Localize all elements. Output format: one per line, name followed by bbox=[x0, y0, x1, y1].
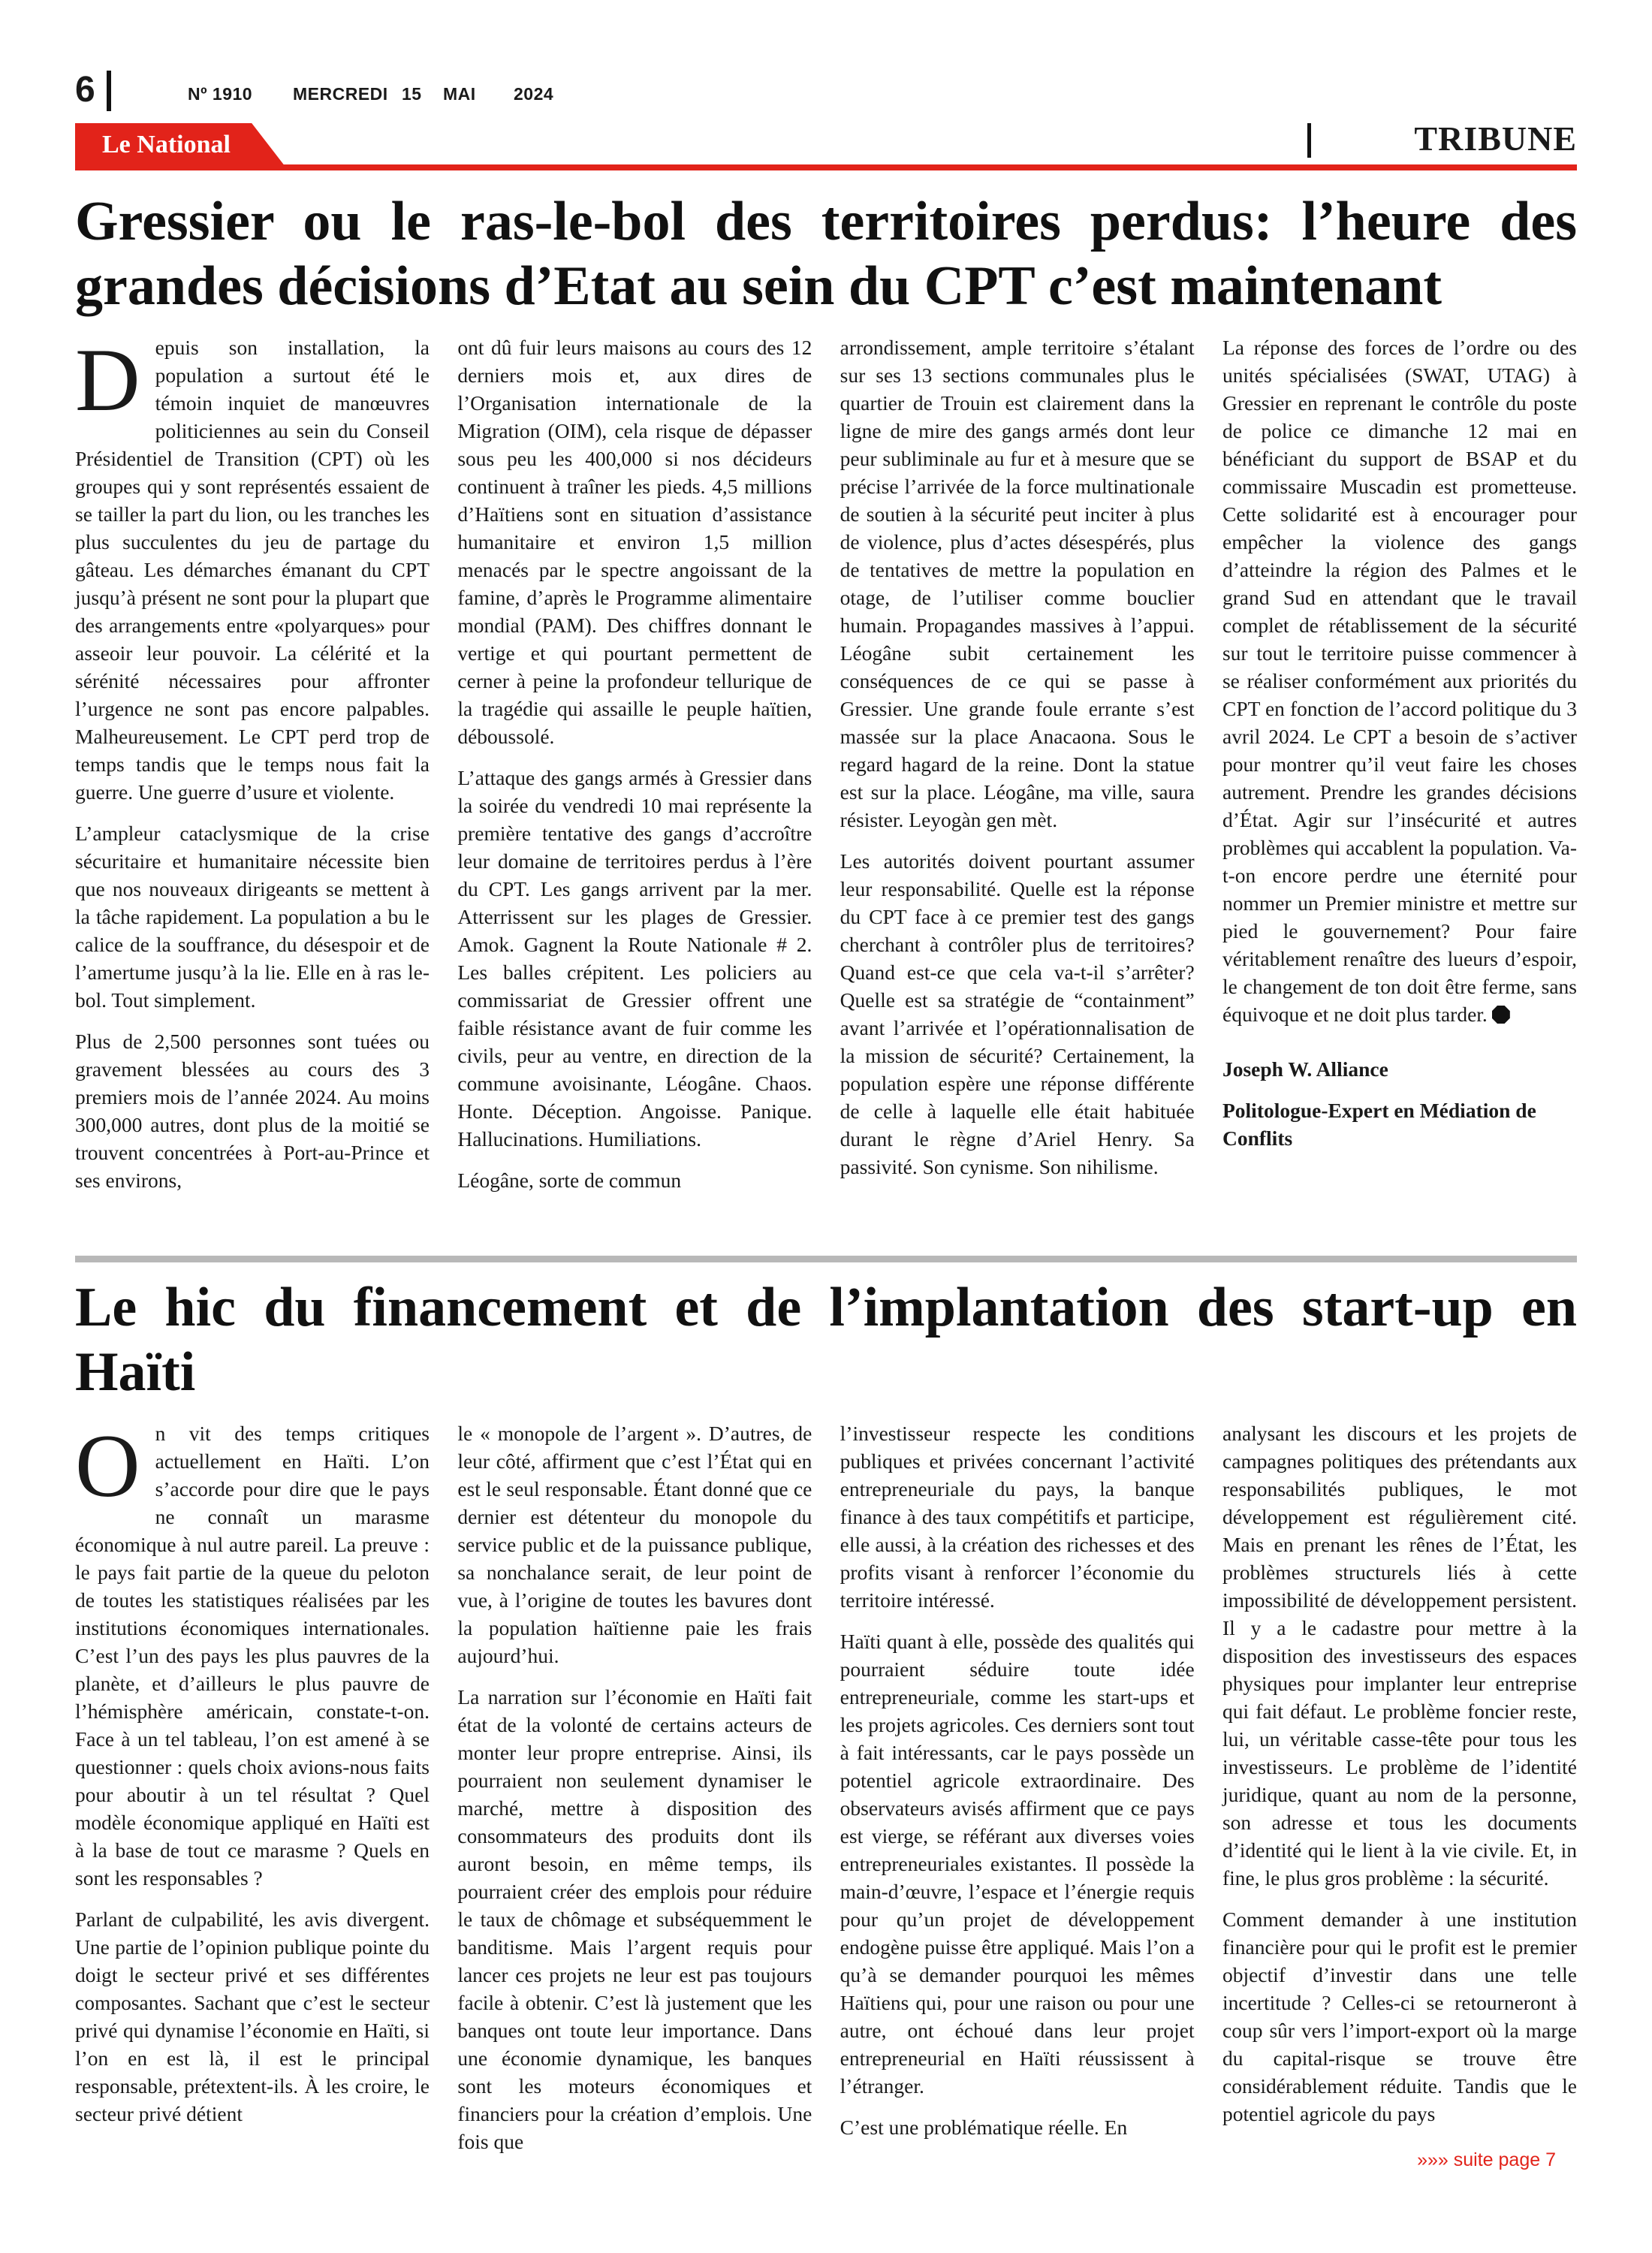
paragraph: analysant les discours et les projets de campagnes politiques des prétendants aux responsabilités publiques, le mot développement est régulièrement cité. Mais en prenant les rênes de l’État, les problèmes structurels liés à cette impossibilité de développement persistent. Il y a le cadastre pour mettre à la disposition des investisseurs des espaces physiques pour implanter leur entreprise qui fait défaut. Le problème foncier reste, lui, un véritable casse-tête pour tous les investisseurs. Le problème de l’identité juridique, quant au nom de la personne, son adresse et tous les documents d’identité qui le lient à la vie civile. Et, in fine, le plus gros problème : la sécurité. bbox=[1222, 1422, 1577, 1890]
paragraph: Les autorités doivent pourtant assumer leur responsabilité. Quelle est la réponse du CPT face à ce premier test des gangs cherchant à contrôler plus de territoires? Quand est-ce que cela va-t-il s’arrêter? Quelle est sa stratégie de “containment” avant l’arrivée et l’opérationnalisation de la mission de sécurité? Certainement, la population espère une réponse différente de celle à laquelle elle était habituée durant le règne d’Ariel Henry. Sa passivité. Son cynisme. Son nihilisme. bbox=[840, 849, 1195, 1178]
paragraph: Parlant de culpabilité, les avis divergent. Une partie de l’opinion publique pointe du doigt le secteur privé et ses différentes composantes. Sachant que c’est le secteur privé qui dynamise l’économie en Haïti, si l’on en est là, il est le principal responsable, prétextent-ils. À les croire, le secteur privé détient bbox=[75, 1908, 430, 2125]
article1-column-3 bbox=[840, 333, 1195, 1208]
article1-body bbox=[75, 330, 1577, 1208]
section-title: TRIBUNE bbox=[1414, 119, 1577, 158]
article1-column-2 bbox=[457, 333, 812, 1208]
paragraph: Plus de 2,500 personnes sont tuées ou gravement blessées au cours des 3 premiers mois de l’année 2024. Au moins 300,000 autres, dont plus de la moitié se trouvent concentrées à Port-au-Prince et ses environs, bbox=[75, 1030, 430, 1192]
article1-column-1 bbox=[75, 330, 430, 1208]
header-divider bbox=[107, 71, 111, 111]
date-month: MAI bbox=[443, 84, 476, 104]
paragraph: La réponse des forces de l’ordre ou des unités spécialisées (SWAT, UTAG) à Gressier en reprenant le contrôle du poste de police ce dimanche 12 mai en bénéficiant du support de BSAP et du commissaire Muscadin est prometteuse. Cette solidarité est à encourager pour empêcher la violence des gangs d’atteindre la région des Palmes et le grand Sud en attendant que le travail complet de rétablissement de la sécurité sur tout le territoire puisse commencer à se réaliser conformément aux priorités du CPT en fonction de l’accord politique du 3 avril 2024. Le CPT a besoin de s’activer pour montrer qu’il veut faire les choses autrement. Prendre les grandes décisions d’État. Agir sur l’insécurité et autres problèmes qui accablent la population. Va-t-on encore perdre une éternité pour nommer un Premier ministre et mettre sur pied le gouvernement? Pour faire véritablement renaître des lueurs d’espoir, le changement de ton doit être ferme, sans équivoque et ne doit plus tarder. bbox=[1222, 336, 1577, 1026]
article2-headline: Le hic du financement et de l’implantation des start-up en Haïti bbox=[75, 1277, 1577, 1403]
article2-column-4 bbox=[1222, 1419, 1577, 2169]
end-mark-icon bbox=[1492, 1006, 1510, 1024]
paragraph: arrondissement, ample territoire s’étalant sur ses 13 sections communales plus le quartier de Trouin est clairement dans la ligne de mire des gangs armés dont leur peur subliminale au fur et à mesure que se précise l’arrivée de la force multinationale de soutien à la sécurité peut inciter à plus de violence, plus d’actes désespérés, plus de tentatives de mettre la population en otage, de l’utiliser comme bouclier humain. Propagandes massives à l’appui. Léogâne subit certainement les conséquences de ce qui se passe à Gressier. Une grande foule errante s’est massée sur la place Anacaona. Sous le regard hagard de la reine. Dont la statue est sur la place. Léogâne, ma ville, saura résister. Leyogàn gen mèt. bbox=[840, 336, 1195, 831]
article1-headline: Gressier ou le ras-le-bol des territoires perdus: l’heure des grandes décisions d’Etat au sein du CPT c’est maintenant bbox=[75, 191, 1577, 317]
page-number: 6 bbox=[75, 70, 95, 110]
header-red-rule bbox=[75, 164, 1577, 170]
author-name: Joseph W. Alliance bbox=[1222, 1057, 1388, 1081]
paragraph: L’attaque des gangs armés à Gressier dans la soirée du vendredi 10 mai représente la première tentative des gangs d’accroître leur domaine de territoires perdus à l’ère du CPT. Les gangs arrivent par la mer. Atterrissent sur les plages de Gressier. Amok. Gagnent la Route Nationale # 2. Les balles crépitent. Les policiers au commissariat de Gressier offrent une faible résistance avant de fuir comme les civils, peur au ventre, en direction de la commune avoisinante, Léogâne. Chaos. Honte. Déception. Angoisse. Panique. Hallucinations. Humiliations. bbox=[457, 766, 812, 1151]
paragraph: On vit des temps critiques actuellement en Haïti. L’on s’accorde pour dire que le pays ne connaît un marasme économique à nul autre pareil. La preuve : le pays fait partie de la queue du peloton de toutes les statistiques réalisées par les institutions économiques internationales. C’est l’un des pays les plus pauvres de la planète, et d’ailleurs le plus pauvre de l’hémisphère américain, constate-t-on. Face à un tel tableau, l’on est amené à se questionner : quels choix avions-nous faits pour aboutir à un tel résultat ? Quel modèle économique appliqué en Haïti est à la base de tout ce marasme ? Quels en sont les responsables ? bbox=[75, 1416, 430, 1890]
paragraph: C’est une problématique réelle. En bbox=[840, 2116, 1128, 2139]
paragraph: le « monopole de l’argent ». D’autres, de leur côté, affirment que c’est l’État qui en est le seul responsable. Étant donné que ce dernier est détenteur du monopole du service public et de la puissance publique, sa nonchalance serait, de leur point de vue, à l’origine de toutes les bavures dont la population haïtienne paie les frais aujourd’hui. bbox=[457, 1422, 812, 1667]
date-day: 15 bbox=[402, 84, 422, 104]
paragraph: ont dû fuir leurs maisons au cours des 12 derniers mois et, aux dires de l’Organisation internationale de la Migration (OIM), cela risque de dépasser sous peu les 400,000 si nos décideurs continuent à traîner les pieds. 4,5 millions d’Haïtiens sont en situation d’assistance humanitaire et environ 1,5 million menacés par le spectre angoissant de la famine, d’après le Programme alimentaire mondial (PAM). Des chiffres donnant le vertige et qui pourtant permettent de cerner à peine la profondeur tellurique de la tragédie qui assaille le peuple haïtien, déboussolé. bbox=[457, 336, 812, 748]
section-divider bbox=[1307, 123, 1311, 158]
date-year: 2024 bbox=[514, 84, 554, 104]
paragraph: Comment demander à une institution financière pour qui le profit est le premier objectif d’investir dans une telle incertitude ? Celles-ci se retourneront à coup sûr vers l’import-export où la marge du capital-risque se trouve être considérablement réduite. Tandis que le potentiel agricole du pays bbox=[1222, 1908, 1577, 2125]
paragraph: L’ampleur cataclysmique de la crise sécuritaire et humanitaire nécessite bien que nos nouveaux dirigeants se mettent à la tâche rapidement. La population a bu le calice de la souffrance, du désespoir et de l’amertume jusqu’à la lie. Elle en à ras le-bol. Tout simplement. bbox=[75, 822, 430, 1012]
article2-column-2 bbox=[457, 1419, 812, 2169]
article2-column-3 bbox=[840, 1419, 1195, 2169]
article2-column-1 bbox=[75, 1416, 430, 2169]
paragraph: Léogâne, sorte de commun bbox=[457, 1169, 682, 1192]
drop-cap: D bbox=[75, 330, 140, 430]
weekday: MERCREDI bbox=[293, 84, 388, 104]
paragraph: l’investisseur respecte les conditions publiques et privées concernant l’activité entrepreneuriale du pays, la banque finance à des taux compétitifs et participe, elle aussi, à la création des richesses et des profits visant à renforcer l’économie du territoire intéressé. bbox=[840, 1422, 1195, 1612]
article1-column-4 bbox=[1222, 333, 1577, 1208]
brand-name: Le National bbox=[102, 131, 231, 158]
article2-body bbox=[75, 1416, 1577, 2169]
drop-cap: O bbox=[75, 1416, 140, 1516]
issue-number: Nº 1910 bbox=[188, 84, 253, 104]
paragraph: La narration sur l’économie en Haïti fait état de la volonté de certains acteurs de monter leur propre entreprise. Ainsi, ils pourraient non seulement dynamiser le marché, mettre à disposition des consommateurs des produits dont ils auront besoin, en même temps, ils pourraient créer des emplois pour réduire le taux de chômage et subséquemment le banditisme. Mais l’argent requis pour lancer ces projets ne leur est pas toujours facile à obtenir. C’est là justement que les banques ont toute leur importance. Dans une économie dynamique, les banques sont les moteurs économiques et financiers pour la création d’emplois. Une fois que bbox=[457, 1685, 812, 2153]
author-title: Politologue-Expert en Médiation de Conflits bbox=[1222, 1099, 1536, 1150]
paragraph: Depuis son installation, la population a surtout été le témoin inquiet de manœuvres politiciennes au sein du Conseil Présidentiel de Transition (CPT) où les groupes qui y sont représentés essaient de se tailler la part du lion, ou les tranches les plus succulentes du jeu de partage du gâteau. Les démarches émanant du CPT jusqu’à présent ne sont pour la plupart que des arrangements entre «polyarques» pour asseoir leur pouvoir. La célérité et la sérénité nécessaires pour affronter l’urgence ne sont pas encore palpables. Malheureusement. Le CPT perd trop de temps tandis que le temps nous fait la guerre. Une guerre d’usure et violente. bbox=[75, 330, 430, 804]
paragraph: Haïti quant à elle, possède des qualités qui pourraient séduire toute idée entrepreneuriale, comme les start-ups et les projets agricoles. Ces derniers sont tout à fait intéressants, car le pays possède un potentiel agricole extraordinaire. Des observateurs avisés affirment que ce pays est vierge, se référant aux diverses voies entrepreneuriales existantes. Il possède la main-d’œuvre, l’espace et l’énergie requis pour qu’un projet de développement endogène puisse être appliqué. Mais l’on a qu’à se demander pourquoi les mêmes Haïtiens qui, pour une raison ou pour une autre, ont échoué dans leur projet entrepreneurial en Haïti réussissent à l’étranger. bbox=[840, 1630, 1195, 2098]
article-divider bbox=[75, 1256, 1577, 1262]
continuation-link[interactable]: »»» suite page 7 bbox=[1417, 2149, 1556, 2170]
